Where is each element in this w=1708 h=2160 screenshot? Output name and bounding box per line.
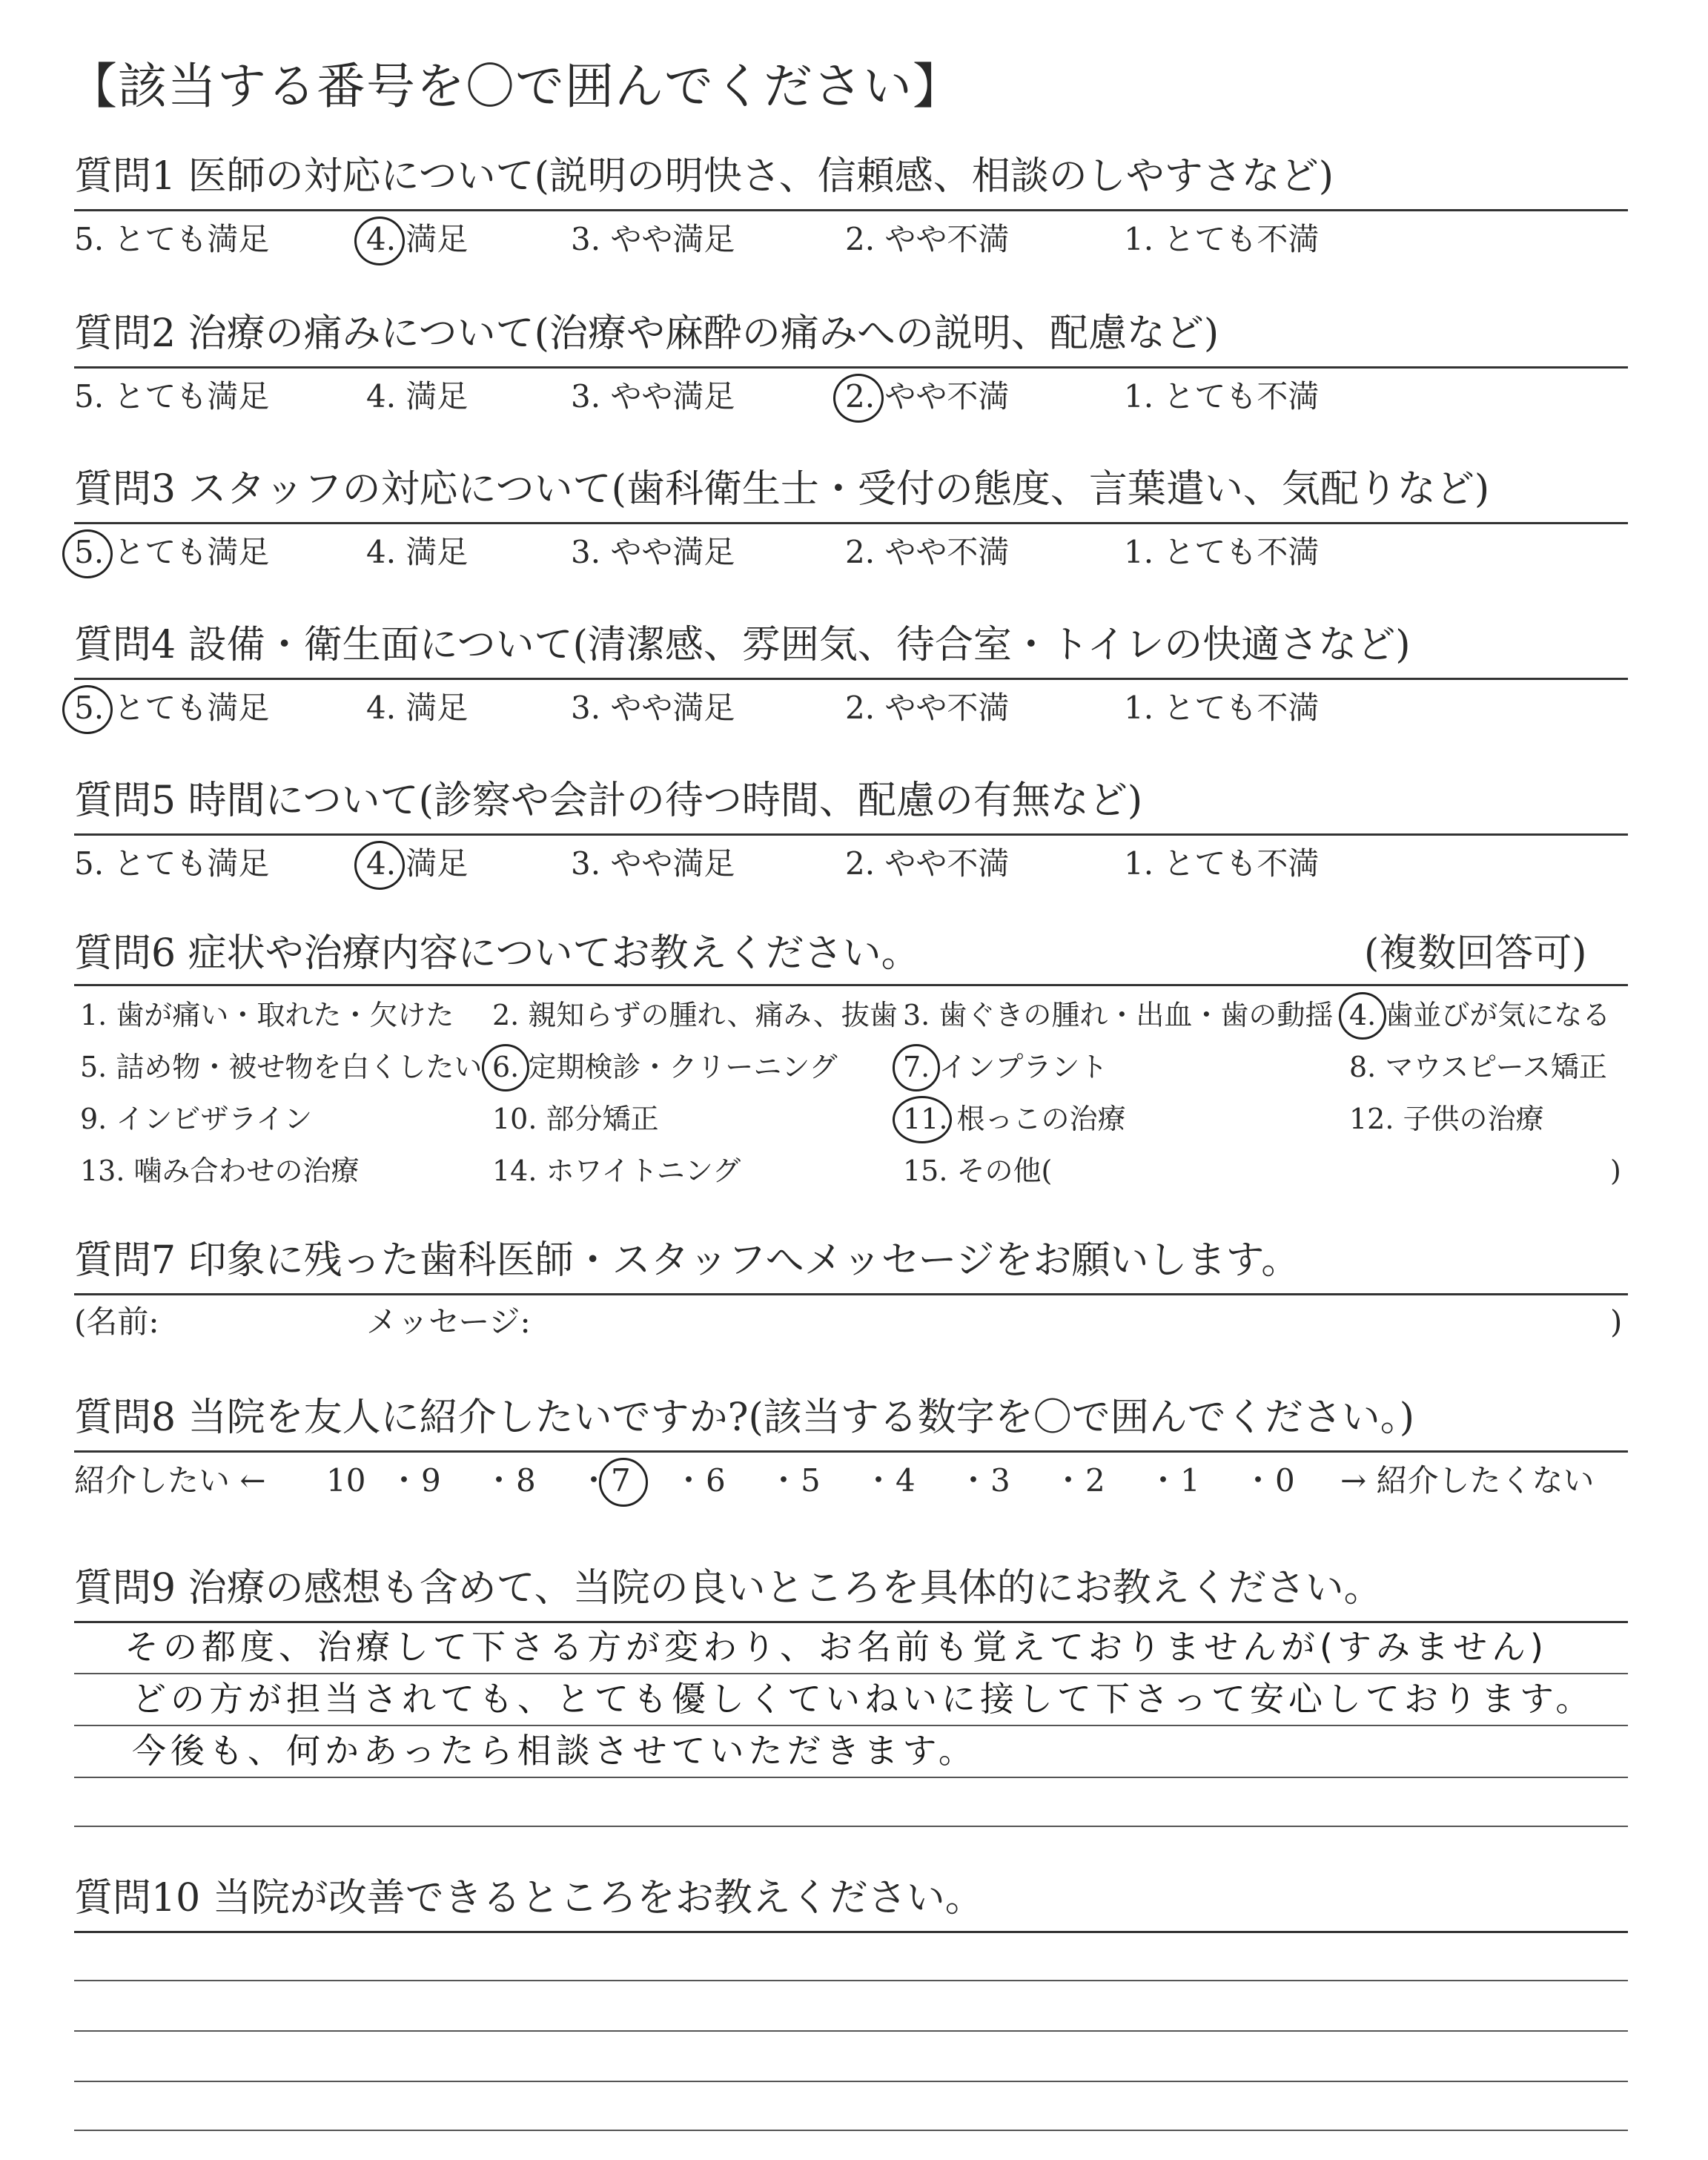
q8-scale-8[interactable]: 8	[516, 1462, 536, 1499]
q6-label: 質問6 症状や治療内容についてお教えください。	[74, 931, 920, 976]
q4-selected-circle	[62, 685, 113, 734]
q1-label: 質問1 医師の対応について(説明の明快さ、信頼感、相談のしやすさなど)	[74, 154, 1334, 199]
q4-option-1[interactable]: 1. とても不満	[1124, 690, 1320, 726]
q8-scale-9[interactable]: 9	[421, 1462, 441, 1499]
q8-separator-dot: ・	[673, 1462, 705, 1499]
q6-option-13[interactable]: 13. 噛み合わせの治療	[80, 1155, 360, 1187]
q6-option-5[interactable]: 5. 詰め物・被せ物を白くしたい	[80, 1051, 483, 1083]
q5-option-2[interactable]: 2. やや不満	[845, 845, 1010, 882]
q8-separator-dot: ・	[388, 1462, 420, 1499]
q1-selected-circle	[354, 217, 405, 265]
q1-option-5[interactable]: 5. とても満足	[74, 221, 270, 257]
q8-rule	[74, 1450, 1628, 1453]
q6-option-8[interactable]: 8. マウスピース矯正	[1349, 1051, 1607, 1083]
q6-selected-circle-6	[482, 1044, 529, 1091]
q8-separator-dot: ・	[1148, 1462, 1179, 1499]
q6-option-12[interactable]: 12. 子供の治療	[1349, 1103, 1544, 1135]
q7-name-label: (名前:	[74, 1304, 159, 1340]
q1-rule	[74, 209, 1628, 211]
q9-line-3	[74, 1777, 1628, 1778]
q6-option-15[interactable]: 15. その他(	[903, 1155, 1053, 1187]
q6-note: (複数回答可)	[1364, 931, 1587, 976]
q8-separator-dot: ・	[1242, 1462, 1274, 1499]
q8-scale-7[interactable]: 7	[611, 1462, 631, 1499]
q1-option-3[interactable]: 3. やや満足	[571, 221, 735, 257]
q9-label: 質問9 治療の感想も含めて、当院の良いところを具体的にお教えください。	[74, 1566, 1383, 1611]
q5-label: 質問5 時間について(診察や会計の待つ時間、配慮の有無など)	[74, 779, 1143, 823]
q8-separator-dot: ・	[578, 1462, 610, 1499]
q6-option-10[interactable]: 10. 部分矯正	[492, 1103, 659, 1135]
q8-scale-3[interactable]: 3	[990, 1462, 1010, 1499]
q6-rule	[74, 984, 1628, 986]
q10-rule	[74, 1931, 1628, 1933]
q8-scale-4[interactable]: 4	[896, 1462, 916, 1499]
q3-option-1[interactable]: 1. とても不満	[1124, 534, 1320, 570]
q8-scale-0[interactable]: 0	[1275, 1462, 1295, 1499]
q2-option-4[interactable]: 4. 満足	[366, 378, 469, 415]
q8-scale-5[interactable]: 5	[801, 1462, 821, 1499]
q6-option-4[interactable]: 4. 歯並びが気になる	[1349, 999, 1611, 1031]
q4-label: 質問4 設備・衛生面について(清潔感、雰囲気、待合室・トイレの快適さなど)	[74, 623, 1411, 667]
q6-option-1[interactable]: 1. 歯が痛い・取れた・欠けた	[80, 999, 454, 1031]
q6-option-11[interactable]: 11. 根っこの治療	[903, 1103, 1126, 1135]
q6-option-9[interactable]: 9. インビザライン	[80, 1103, 313, 1135]
q1-option-4[interactable]: 4. 満足	[366, 221, 469, 257]
q4-option-5[interactable]: 5. とても満足	[74, 690, 270, 726]
q3-option-3[interactable]: 3. やや満足	[571, 534, 735, 570]
q6-option-3[interactable]: 3. 歯ぐきの腫れ・出血・歯の動揺	[903, 999, 1334, 1031]
q8-left-label: 紹介したい ←	[74, 1462, 266, 1499]
q3-label: 質問3 スタッフの対応について(歯科衛生士・受付の態度、言葉遣い、気配りなど)	[74, 467, 1490, 512]
q8-scale-2[interactable]: 2	[1085, 1462, 1105, 1499]
q3-rule	[74, 522, 1628, 524]
q5-selected-circle	[354, 841, 405, 890]
q2-rule	[74, 366, 1628, 369]
q6-selected-circle-4	[1339, 992, 1386, 1040]
q8-separator-dot: ・	[863, 1462, 895, 1499]
q2-option-2[interactable]: 2. やや不満	[845, 378, 1010, 415]
q7-message-label: メッセージ:	[366, 1304, 531, 1340]
q2-option-5[interactable]: 5. とても満足	[74, 378, 270, 415]
q4-option-3[interactable]: 3. やや満足	[571, 690, 735, 726]
page-title: 【該当する番号を〇で囲んでください】	[68, 58, 962, 115]
q7-close-paren: )	[1610, 1304, 1623, 1340]
q4-rule	[74, 678, 1628, 680]
q8-scale-6[interactable]: 6	[706, 1462, 726, 1499]
q5-option-3[interactable]: 3. やや満足	[571, 845, 735, 882]
q6-option-6[interactable]: 6. 定期検診・クリーニング	[492, 1051, 838, 1083]
q1-option-1[interactable]: 1. とても不満	[1124, 221, 1320, 257]
q9-rule	[74, 1621, 1628, 1623]
q8-label: 質問8 当院を友人に紹介したいですか?(該当する数字を〇で囲んでください。)	[74, 1396, 1415, 1440]
q5-option-5[interactable]: 5. とても満足	[74, 845, 270, 882]
q8-separator-dot: ・	[958, 1462, 990, 1499]
q10-line-4	[74, 2130, 1628, 2131]
q6-option-16: )	[1610, 1155, 1621, 1187]
q5-rule	[74, 833, 1628, 836]
q9-answer-line-3: 今後も、何かあったら相談させていただきます。	[132, 1731, 977, 1771]
q4-option-4[interactable]: 4. 満足	[366, 690, 469, 726]
q6-option-2[interactable]: 2. 親知らずの腫れ、痛み、抜歯	[492, 999, 898, 1031]
q7-label: 質問7 印象に残った歯科医師・スタッフへメッセージをお願いします。	[74, 1238, 1300, 1283]
q3-option-4[interactable]: 4. 満足	[366, 534, 469, 570]
q9-line-4	[74, 1826, 1628, 1827]
q3-option-2[interactable]: 2. やや不満	[845, 534, 1010, 570]
q3-selected-circle	[62, 529, 113, 578]
q9-line-2	[74, 1725, 1628, 1726]
q8-separator-dot: ・	[483, 1462, 515, 1499]
q10-line-3	[74, 2081, 1628, 2082]
q1-option-2[interactable]: 2. やや不満	[845, 221, 1010, 257]
q10-line-2	[74, 2030, 1628, 2032]
q9-answer-line-2: どの方が担当されても、とても優しくていねいに接して下さって安心しております。	[132, 1679, 1595, 1719]
q8-separator-dot: ・	[1053, 1462, 1085, 1499]
q8-right-label: → 紹介したくない	[1340, 1462, 1595, 1499]
q6-option-7[interactable]: 7. インプラント	[903, 1051, 1108, 1083]
q9-answer-line-1: その都度、治療して下さる方が変わり、お名前も覚えておりませんが(すみません)	[125, 1627, 1548, 1667]
q6-selected-circle-7	[893, 1044, 940, 1091]
q8-scale-1[interactable]: 1	[1180, 1462, 1200, 1499]
q2-selected-circle	[833, 374, 884, 423]
q5-option-4[interactable]: 4. 満足	[366, 845, 469, 882]
q8-scale-10[interactable]: 10	[326, 1462, 366, 1499]
q2-option-3[interactable]: 3. やや満足	[571, 378, 735, 415]
q7-rule	[74, 1293, 1628, 1295]
q10-line-1	[74, 1980, 1628, 1981]
q2-option-1[interactable]: 1. とても不満	[1124, 378, 1320, 415]
q6-option-14[interactable]: 14. ホワイトニング	[492, 1155, 741, 1187]
q3-option-5[interactable]: 5. とても満足	[74, 534, 270, 570]
q9-line-1	[74, 1673, 1628, 1674]
q2-label: 質問2 治療の痛みについて(治療や麻酔の痛みへの説明、配慮など)	[74, 311, 1219, 356]
q10-label: 質問10 当院が改善できるところをお教えください。	[74, 1876, 984, 1920]
q8-selected-circle	[599, 1458, 648, 1507]
q4-option-2[interactable]: 2. やや不満	[845, 690, 1010, 726]
q6-selected-circle-11	[893, 1096, 952, 1143]
q8-separator-dot: ・	[768, 1462, 800, 1499]
q5-option-1[interactable]: 1. とても不満	[1124, 845, 1320, 882]
